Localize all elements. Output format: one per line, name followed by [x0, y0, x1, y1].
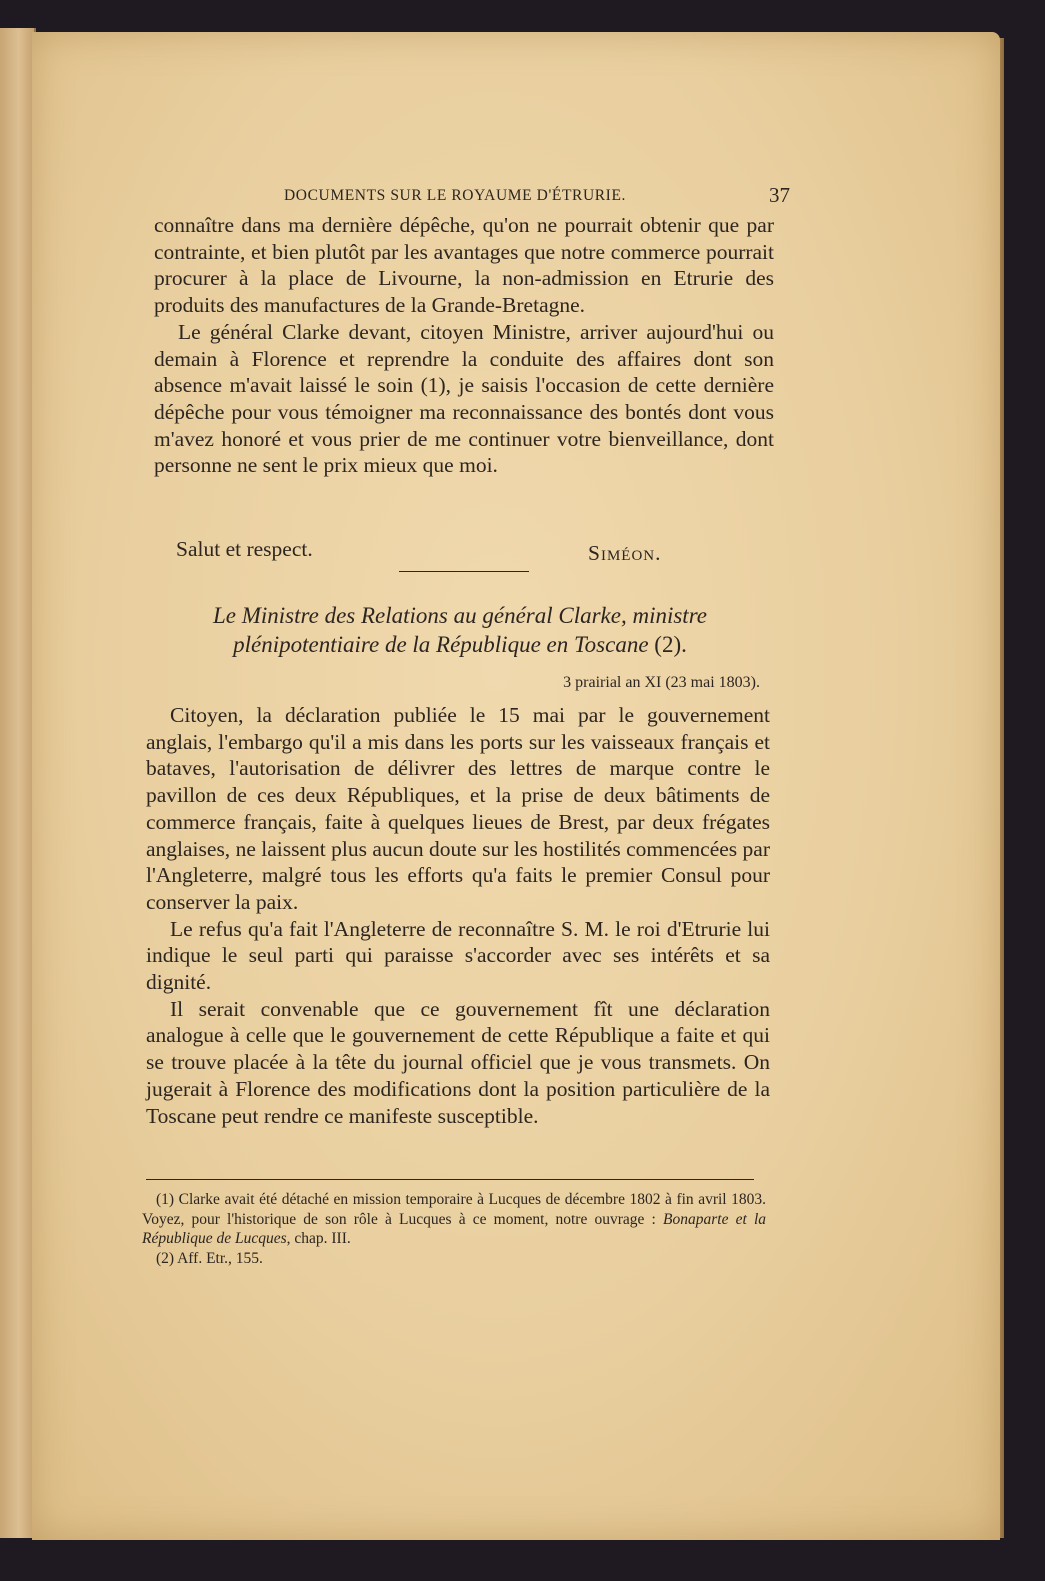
footnote-rule	[146, 1179, 754, 1180]
footnotes	[142, 1190, 766, 1268]
letter2-date: 3 prairial an XI (23 mai 1803).	[563, 674, 760, 691]
left-page-edge	[0, 28, 36, 1538]
footnote-1-text: (1) Clarke avait été détaché en mission temporaire à Lucques de décembre 1802 à fin avril 1803. Voyez, pour l'historique de son rôle à Lucques à ce moment, notre ouvrage :	[142, 1191, 766, 1228]
footnote-1	[142, 1190, 766, 1249]
letter1-body	[154, 212, 774, 479]
footnote-1-tail: , chap. III.	[286, 1230, 351, 1248]
letter2-paragraph-3: Il serait convenable que ce gouvernement fît une déclaration analogue à celle que le gouvernement de cette République a faite et qui se trouve placée à la tête du journal officiel que je vous transmets. On jugerait à Florence des modifications dont la position particulière de la Toscane peut rendre ce manifeste susceptible.	[146, 996, 770, 1128]
letter1-closing: Salut et respect.	[176, 537, 313, 561]
section-divider	[399, 571, 529, 572]
running-head-title: DOCUMENTS SUR LE ROYAUME D'ÉTRURIE.	[284, 187, 626, 204]
letter2-paragraph-2: Le refus qu'a fait l'Angleterre de reconnaître S. M. le roi d'Etrurie lui indique le seul parti qui paraisse s'accorder avec ses intérêts et sa dignité.	[146, 916, 770, 995]
page-number: 37	[769, 183, 790, 207]
letter2-paragraph-1: Citoyen, la déclaration publiée le 15 mai par le gouvernement anglais, l'embargo qu'il a mis dans les ports sur les vaisseaux français et bataves, l'autorisation de délivrer des lettres de marque contre le pavillon de ces deux Républiques, et la prise de deux bâtiments de commerce français, faite à quelques lieues de Brest, par deux frégates anglaises, ne laissent plus aucun doute sur les hostilités commencées par l'Angleterre, malgré tous les efforts qu'a faits le premier Consul pour conserver la paix.	[146, 703, 770, 914]
running-head	[284, 183, 790, 209]
footnote-1-title: Bonaparte et la République de Lucques	[142, 1210, 766, 1248]
letter2-heading	[160, 601, 760, 659]
letter1-signature: Siméon.	[588, 541, 662, 565]
letter2-heading-text: Le Ministre des Relations au général Clarke, ministre plénipotentiaire de la République en Toscane	[212, 603, 708, 657]
footnote-2: (2) Aff. Etr., 155.	[156, 1249, 263, 1267]
letter1-paragraph-1: connaître dans ma dernière dépêche, qu'on ne pourrait obtenir que par contrainte, et bien plutôt par les avantages que notre commerce pourrait procurer à la place de Livourne, la non-admission en Etrurie des produits des manufactures de la Grande-Bretagne.	[154, 213, 774, 318]
letter1-closing-row	[154, 537, 774, 567]
letter2-body	[146, 702, 770, 1129]
letter2-heading-ref: (2).	[654, 632, 687, 657]
letter1-paragraph-2: Le général Clarke devant, citoyen Ministre, arriver aujourd'hui ou demain à Florence et reprendre la conduite des affaires dont son absence m'avait laissé le soin (1), je saisis l'occasion de cette dernière dépêche pour vous témoigner ma reconnaissance des bontés dont vous m'avez honoré et vous prier de me continuer votre bienveillance, dont personne ne sent le prix mieux que moi.	[154, 319, 774, 478]
